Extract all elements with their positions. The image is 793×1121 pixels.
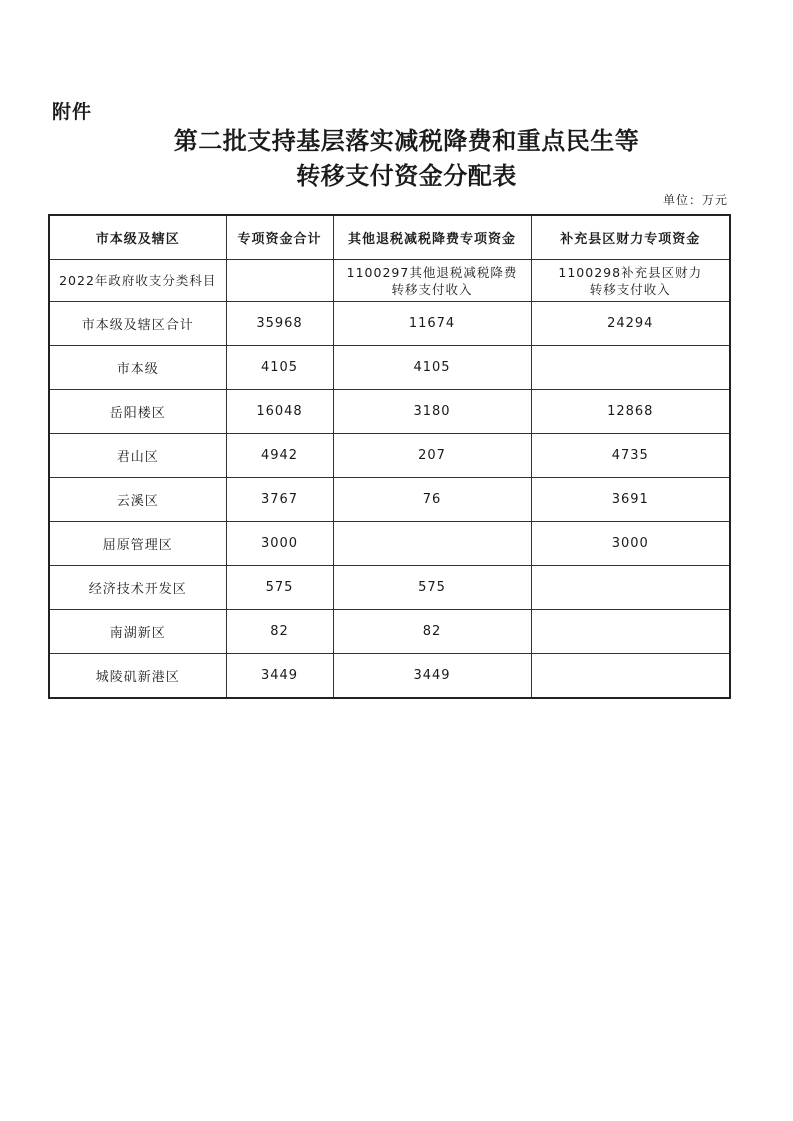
tax-relief-value: 76 — [333, 478, 531, 522]
table-header-row — [49, 215, 730, 260]
total-value: 16048 — [226, 390, 333, 434]
tax-relief-value: 3180 — [333, 390, 531, 434]
total-value: 575 — [226, 566, 333, 610]
table-row — [49, 346, 730, 390]
fiscal-supplement-value: 12868 — [531, 390, 730, 434]
tax-relief-value — [333, 522, 531, 566]
total-value: 4942 — [226, 434, 333, 478]
tax-relief-value: 207 — [333, 434, 531, 478]
subject-tax-code-line1: 1100297其他退税减税降费 — [346, 264, 518, 280]
district-name: 屈原管理区 — [49, 522, 226, 566]
header-fiscal-supplement-fund: 补充县区财力专项资金 — [531, 215, 730, 260]
fiscal-supplement-value: 4735 — [531, 434, 730, 478]
total-value: 82 — [226, 610, 333, 654]
header-total: 专项资金合计 — [226, 215, 333, 260]
total-value: 4105 — [226, 346, 333, 390]
table-row — [49, 566, 730, 610]
table-row — [49, 610, 730, 654]
fiscal-supplement-value: 24294 — [531, 302, 730, 346]
total-value: 35968 — [226, 302, 333, 346]
table-row — [49, 522, 730, 566]
allocation-table — [48, 214, 731, 699]
district-name: 岳阳楼区 — [49, 390, 226, 434]
subject-tax-code — [333, 260, 531, 302]
fiscal-supplement-value — [531, 566, 730, 610]
district-name: 君山区 — [49, 434, 226, 478]
subject-fiscal-code-line2: 转移支付收入 — [589, 281, 671, 297]
tax-relief-value: 82 — [333, 610, 531, 654]
district-name: 云溪区 — [49, 478, 226, 522]
total-value: 3000 — [226, 522, 333, 566]
tax-relief-value: 575 — [333, 566, 531, 610]
fiscal-supplement-value: 3000 — [531, 522, 730, 566]
total-value: 3767 — [226, 478, 333, 522]
subject-tax-code-line2: 转移支付收入 — [391, 281, 473, 297]
document-title-line-2: 转移支付资金分配表 — [296, 161, 517, 190]
tax-relief-value: 4105 — [333, 346, 531, 390]
district-name: 市本级 — [49, 346, 226, 390]
district-name: 市本级及辖区合计 — [49, 302, 226, 346]
tax-relief-value: 3449 — [333, 654, 531, 699]
attachment-label: 附件 — [52, 101, 93, 123]
table-row — [49, 390, 730, 434]
fiscal-supplement-value: 3691 — [531, 478, 730, 522]
subject-fiscal-code-line1: 1100298补充县区财力 — [558, 264, 703, 280]
tax-relief-value: 11674 — [333, 302, 531, 346]
subject-classification-row — [49, 260, 730, 302]
unit-label: 单位：万元 — [662, 193, 728, 207]
district-name: 经济技术开发区 — [49, 566, 226, 610]
district-name: 南湖新区 — [49, 610, 226, 654]
header-district: 市本级及辖区 — [49, 215, 226, 260]
table-row — [49, 478, 730, 522]
subject-label: 2022年政府收支分类科目 — [49, 260, 226, 302]
subject-fiscal-code — [531, 260, 730, 302]
fiscal-supplement-value — [531, 346, 730, 390]
fiscal-supplement-value — [531, 654, 730, 699]
table-row — [49, 654, 730, 699]
document-title-line-1: 第二批支持基层落实减税降费和重点民生等 — [173, 126, 640, 155]
table-row — [49, 302, 730, 346]
district-name: 城陵矶新港区 — [49, 654, 226, 699]
total-value: 3449 — [226, 654, 333, 699]
subject-total — [226, 260, 333, 302]
fiscal-supplement-value — [531, 610, 730, 654]
header-tax-relief-fund: 其他退税减税降费专项资金 — [333, 215, 531, 260]
table-row — [49, 434, 730, 478]
